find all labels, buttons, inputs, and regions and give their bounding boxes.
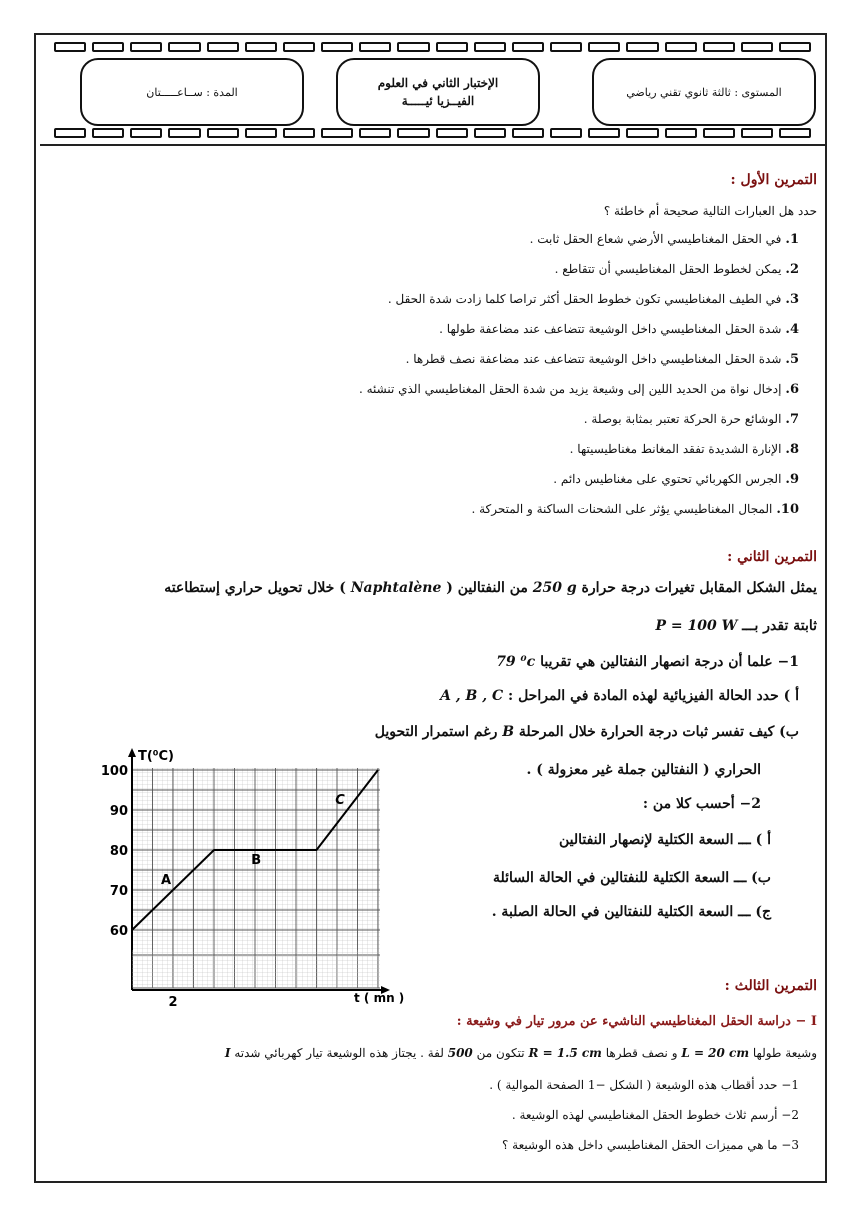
x-axis-label: t ( mn ) <box>354 991 405 1005</box>
exercise3-title: التمرين الثالث : <box>724 978 817 994</box>
exercise1-item-text: الجرس الكهربائي تحتوي على مغناطيس دائم . <box>553 472 782 486</box>
exercise2-q2a: أ ) ـــ السعة الكتلية لإنصهار النفتالين <box>558 832 771 848</box>
y-tick-label: 90 <box>109 804 128 819</box>
exercise3-part1: I − دراسة الحقل المغناطيسي الناشيء عن مرور تيار في وشيعة : <box>456 1014 817 1029</box>
exercise1-item-number: 1. <box>785 232 799 247</box>
exercise3-q1: 1− حدد أقطاب هذه الوشيعة ( الشكل −1 الصفحة الموالية ) . <box>489 1078 799 1092</box>
exercise1-item-text: الإنارة الشديدة تفقد المغانط مغناطيسيتها . <box>569 442 782 456</box>
exercise1-item-text: في الطيف المغناطيسي تكون خطوط الحقل أكثر تراصا كلما زادت شدة الحقل . <box>387 292 782 306</box>
exercise1-item <box>555 262 799 277</box>
exercise1-item-number: 6. <box>785 382 799 397</box>
exercise2-q1b: ب) كيف تفسر ثبات درجة الحرارة خلال المرحلة B رغم استمرار التحويل <box>374 724 799 740</box>
exercise1-item-number: 9. <box>785 472 799 487</box>
exercise1-item-number: 3. <box>785 292 799 307</box>
exercise1-item-text: المجال المغناطيسي يؤثر على الشحنات الساكنة و المتحركة . <box>471 502 773 516</box>
exercise1-item-text: يمكن لخطوط الحقل المغناطيسي أن تتقاطع . <box>554 262 782 276</box>
exercise1-item <box>388 292 799 307</box>
x-tick-label: 2 <box>168 995 178 1010</box>
grid-lower <box>132 950 380 988</box>
y-tick-label: 100 <box>100 764 128 779</box>
exercise1-item-number: 10. <box>776 502 799 517</box>
y-tick-label: 60 <box>109 924 128 939</box>
exam-title-box <box>336 58 540 126</box>
exercise3-q3: 3− ما هي مميزات الحقل المغناطيسي داخل هذه الوشيعة ؟ <box>502 1138 799 1152</box>
exercise2-q2c: ج) ـــ السعة الكتلية للنفتالين في الحالة الصلبة . <box>491 904 771 920</box>
exercise1-item <box>530 232 799 247</box>
level-box <box>592 58 816 126</box>
exercise1-instruction: حدد هل العبارات التالية صحيحة أم خاطئة ؟ <box>603 204 817 218</box>
exercise1-item-number: 4. <box>785 322 799 337</box>
exercise2-q2: 2− أحسب كلا من : <box>642 796 761 812</box>
y-axis-label: T(⁰C) <box>138 749 174 764</box>
y-tick-label: 80 <box>109 844 128 859</box>
exercise3-q2: 2− أرسم ثلاث خطوط الحقل المغناطيسي لهذه الوشيعة . <box>511 1108 799 1122</box>
decorative-strip-bottom <box>54 128 811 139</box>
exercise1-item-number: 2. <box>785 262 799 277</box>
exercise1-item <box>359 382 799 397</box>
decorative-strip-top <box>54 42 811 53</box>
exercise1-item-text: الوشائع حرة الحركة تعتبر بمثابة بوصلة . <box>583 412 782 426</box>
exercise1-item <box>471 502 799 517</box>
exercise1-item <box>584 412 799 427</box>
exercise1-item <box>553 472 799 487</box>
level-text: المستوى : ثالثة ثانوي تقني رياضي <box>626 85 782 99</box>
exercise1-item-text: شدة الحقل المغناطيسي داخل الوشيعة تتضاعف عند مضاعفة طولها . <box>439 322 782 336</box>
segment-label: C <box>335 793 345 808</box>
duration-text: المدة : ســاعـــــتان <box>146 85 238 99</box>
exercise2-q1: 1− علما أن درجة انصهار النفتالين هي تقريبا 79 ⁰c <box>496 654 799 670</box>
y-tick-label: 70 <box>109 884 128 899</box>
exercise2-title: التمرين الثاني : <box>727 549 817 565</box>
exercise2-q2b: ب) ـــ السعة الكتلية للنفتالين في الحالة السائلة <box>493 870 771 886</box>
exercise3-description: وشيعة طولها L = 20 cm و نصف قطرها R = 1.5 cm تتكون من 500 لفة . يجتاز هذه الوشيعة تيار كهربائي شدته I <box>224 1046 817 1060</box>
exercise1-item-text: في الحقل المغناطيسي الأرضي شعاع الحقل ثابت . <box>529 232 782 246</box>
header <box>40 38 825 146</box>
exercise2-q1b-cont: الحراري ( النفتالين جملة غير معزولة ) . <box>526 762 761 778</box>
exam-title: الإختبار الثاني في العلوم <box>377 76 499 90</box>
exercise1-title: التمرين الأول : <box>730 172 817 188</box>
exercise2-intro2: ثابتة تقدر بـــ P = 100 W <box>655 618 817 634</box>
exercise1-item-number: 8. <box>785 442 799 457</box>
exercise1-item-number: 7. <box>785 412 799 427</box>
exercise2-q1a: أ ) حدد الحالة الفيزيائية لهذه المادة في المراحل : A , B , C <box>440 688 799 704</box>
y-axis-arrow <box>128 748 136 757</box>
exercise1-item <box>439 322 799 337</box>
exercise1-item-number: 5. <box>785 352 799 367</box>
exercise1-item-text: شدة الحقل المغناطيسي داخل الوشيعة تتضاعف عند مضاعفة نصف قطرها . <box>405 352 782 366</box>
duration-box <box>80 58 304 126</box>
segment-label: A <box>161 873 172 888</box>
exercise1-item <box>406 352 799 367</box>
exercise2-intro: يمثل الشكل المقابل تغيرات درجة حرارة 250 g من النفتالين ( Naphtalène ) خلال تحويل حراري إستطاعته <box>164 580 817 596</box>
segment-label: B <box>251 853 262 868</box>
exam-subject: الفيــزيا ئيـــــة <box>401 94 475 108</box>
exercise1-item-text: إدخال نواة من الحديد اللين إلى وشيعة يزيد من شدة الحقل المغناطيسي الذي تنشئه . <box>358 382 782 396</box>
exercise1-item <box>570 442 799 457</box>
temperature-chart <box>92 740 405 1010</box>
